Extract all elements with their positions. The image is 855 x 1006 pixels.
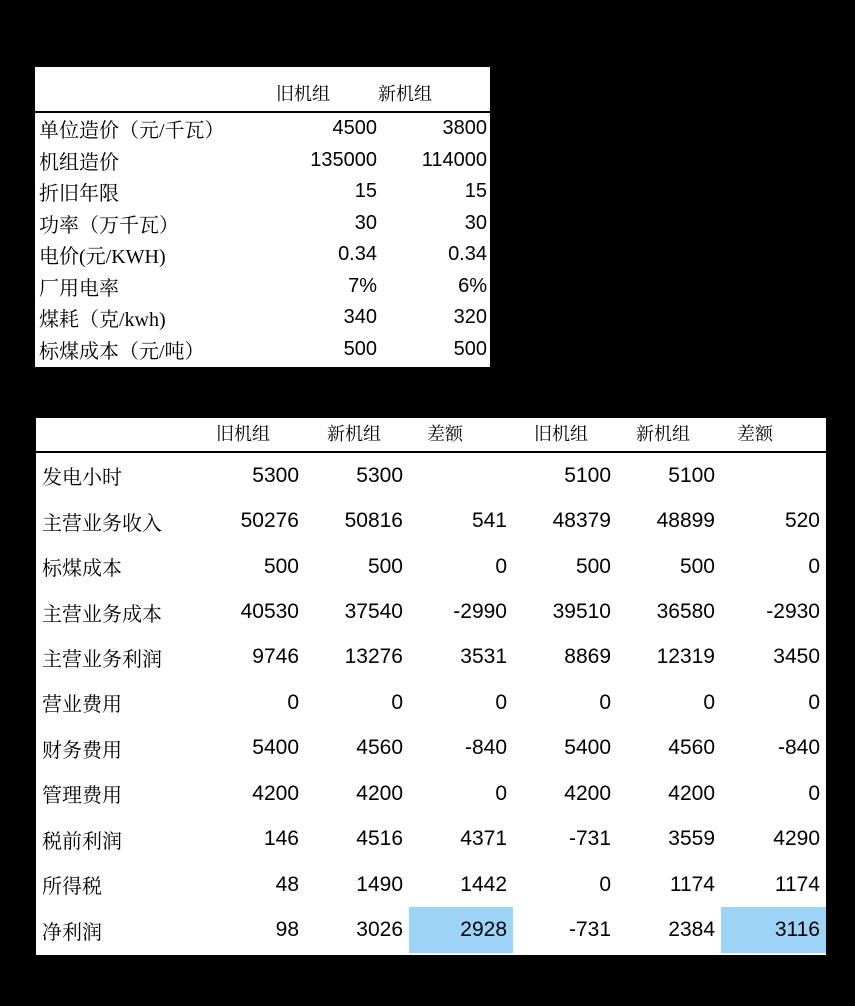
- cell-value: 36580: [656, 600, 715, 624]
- cell-value: 8869: [564, 645, 611, 669]
- column-header-difference: 差额: [737, 424, 773, 444]
- cell-value: 4290: [773, 827, 820, 851]
- cell-value: -2990: [453, 600, 507, 624]
- cell-value: 3559: [668, 827, 715, 851]
- cell-value: 500: [679, 554, 715, 578]
- cell-value: 13276: [344, 645, 403, 669]
- cell-value: 5300: [356, 463, 403, 487]
- row-label: 净利润: [42, 921, 102, 944]
- cell-value: 5100: [668, 463, 715, 487]
- unit-parameters-panel: [35, 67, 490, 367]
- column-header-difference: 差额: [427, 424, 463, 444]
- unit-parameters-header-row: [35, 67, 490, 113]
- table-row: [36, 862, 826, 907]
- profit-comparison-panel: [36, 418, 826, 955]
- cell-value: 500: [343, 337, 377, 360]
- column-header-old-unit: 旧机组: [216, 424, 270, 444]
- row-label: 单位造价（元/千瓦）: [39, 120, 225, 143]
- cell-value: 0: [808, 781, 820, 805]
- cell-value: 48899: [656, 509, 715, 533]
- cell-value: 500: [453, 337, 487, 360]
- cell-value: 4560: [356, 736, 403, 760]
- cell-value: 0: [599, 690, 611, 714]
- cell-value: 40530: [240, 600, 299, 624]
- cell-value: 5300: [252, 463, 299, 487]
- cell-value: 5400: [252, 736, 299, 760]
- cell-value: 1174: [774, 872, 820, 896]
- cell-value: -840: [464, 736, 507, 760]
- table-row: [36, 635, 826, 680]
- cell-value: 7%: [348, 274, 377, 297]
- cell-value: 3450: [773, 645, 820, 669]
- row-label: 折旧年限: [39, 183, 119, 206]
- row-label: 煤耗（克/kwh): [39, 309, 166, 332]
- table-row: [35, 176, 490, 208]
- row-label: 发电小时: [42, 467, 122, 490]
- cell-value: 0: [495, 781, 507, 805]
- table-row: [35, 113, 490, 145]
- cell-value: 541: [471, 509, 507, 533]
- cell-value: 0: [599, 872, 611, 896]
- table-row: [35, 271, 490, 303]
- cell-value: 135000: [310, 148, 377, 171]
- cell-value: 146: [263, 827, 299, 851]
- cell-value: -2930: [766, 600, 820, 624]
- cell-value: 5100: [564, 463, 611, 487]
- cell-value: 50276: [240, 509, 299, 533]
- cell-value: 98: [275, 918, 299, 942]
- cell-value: 0: [495, 554, 507, 578]
- cell-value: 4200: [668, 781, 715, 805]
- cell-value: 3026: [356, 918, 403, 942]
- cell-value: 500: [263, 554, 299, 578]
- cell-value: 48379: [552, 509, 611, 533]
- profit-comparison-table: [36, 453, 826, 953]
- cell-value: 3800: [442, 117, 487, 140]
- row-label: 标煤成本（元/吨）: [39, 340, 205, 363]
- row-label: 税前利润: [42, 830, 122, 853]
- cell-value: 0.34: [338, 243, 377, 266]
- row-label: 财务费用: [42, 739, 122, 762]
- row-label: 标煤成本: [42, 558, 122, 581]
- table-row: [36, 726, 826, 771]
- cell-value: 0: [808, 690, 820, 714]
- table-row: [36, 680, 826, 725]
- cell-value: 6%: [458, 274, 487, 297]
- cell-value: 340: [343, 306, 377, 329]
- table-row: [35, 208, 490, 240]
- cell-value: 4560: [668, 736, 715, 760]
- row-label: 主营业务利润: [42, 648, 162, 671]
- row-label: 厂用电率: [39, 277, 119, 300]
- cell-value: 4200: [356, 781, 403, 805]
- cell-value: 0: [287, 690, 299, 714]
- cell-value: 1490: [356, 872, 403, 896]
- column-header-new-unit: 新机组: [636, 424, 690, 444]
- cell-value: 5400: [564, 736, 611, 760]
- cell-value: 30: [354, 211, 377, 234]
- cell-value: -731: [568, 827, 611, 851]
- cell-value: 9746: [252, 645, 299, 669]
- cell-value: 30: [464, 211, 487, 234]
- column-header-new-unit: 新机组: [378, 84, 432, 104]
- table-row: [35, 239, 490, 271]
- cell-value: [409, 453, 513, 498]
- table-row: [36, 907, 826, 952]
- cell-value: 0: [495, 690, 507, 714]
- row-label: 功率（万千瓦）: [39, 214, 179, 237]
- cell-value: 520: [784, 509, 820, 533]
- cell-value: 2384: [668, 918, 715, 942]
- cell-value: 48: [275, 872, 299, 896]
- row-label: 所得税: [42, 876, 102, 899]
- cell-value: 1442: [460, 872, 507, 896]
- table-row: [35, 302, 490, 334]
- cell-value: 0: [391, 690, 403, 714]
- table-row: [35, 334, 490, 366]
- cell-value: 4200: [564, 781, 611, 805]
- cell-value: -840: [777, 736, 820, 760]
- column-header-old-unit: 旧机组: [534, 424, 588, 444]
- profit-comparison-header-row: [36, 418, 826, 453]
- cell-value-highlighted: 3116: [721, 907, 826, 952]
- cell-value: 37540: [344, 600, 403, 624]
- column-header-old-unit: 旧机组: [276, 84, 330, 104]
- unit-parameters-table: [35, 113, 490, 365]
- table-row: [36, 589, 826, 634]
- cell-value: 0: [703, 690, 715, 714]
- cell-value: 1174: [669, 872, 715, 896]
- row-label: 机组造价: [39, 151, 119, 174]
- cell-value: 4371: [460, 827, 507, 851]
- row-label: 管理费用: [42, 785, 122, 808]
- table-row: [36, 544, 826, 589]
- cell-value: 500: [575, 554, 611, 578]
- cell-value: 15: [464, 180, 487, 203]
- row-label: 主营业务成本: [42, 603, 162, 626]
- cell-value: 0: [808, 554, 820, 578]
- cell-value: 3531: [460, 645, 507, 669]
- cell-value: 4516: [356, 827, 403, 851]
- cell-value: 39510: [552, 600, 611, 624]
- cell-value: -731: [568, 918, 611, 942]
- table-row: [36, 453, 826, 498]
- table-row: [36, 771, 826, 816]
- cell-value: 15: [354, 180, 377, 203]
- row-label: 主营业务收入: [42, 512, 162, 535]
- cell-value: 4200: [252, 781, 299, 805]
- cell-value-highlighted: 2928: [409, 907, 513, 952]
- table-row: [36, 817, 826, 862]
- row-label: 电价(元/KWH): [39, 246, 166, 269]
- cell-value: 0.34: [448, 243, 487, 266]
- cell-value: [721, 453, 826, 498]
- column-header-new-unit: 新机组: [327, 424, 381, 444]
- cell-value: 4500: [332, 117, 377, 140]
- cell-value: 12319: [656, 645, 715, 669]
- cell-value: 320: [453, 306, 487, 329]
- cell-value: 500: [367, 554, 403, 578]
- table-row: [35, 145, 490, 177]
- row-label: 营业费用: [42, 694, 122, 717]
- cell-value: 50816: [344, 509, 403, 533]
- cell-value: 114000: [421, 148, 487, 171]
- table-row: [36, 498, 826, 543]
